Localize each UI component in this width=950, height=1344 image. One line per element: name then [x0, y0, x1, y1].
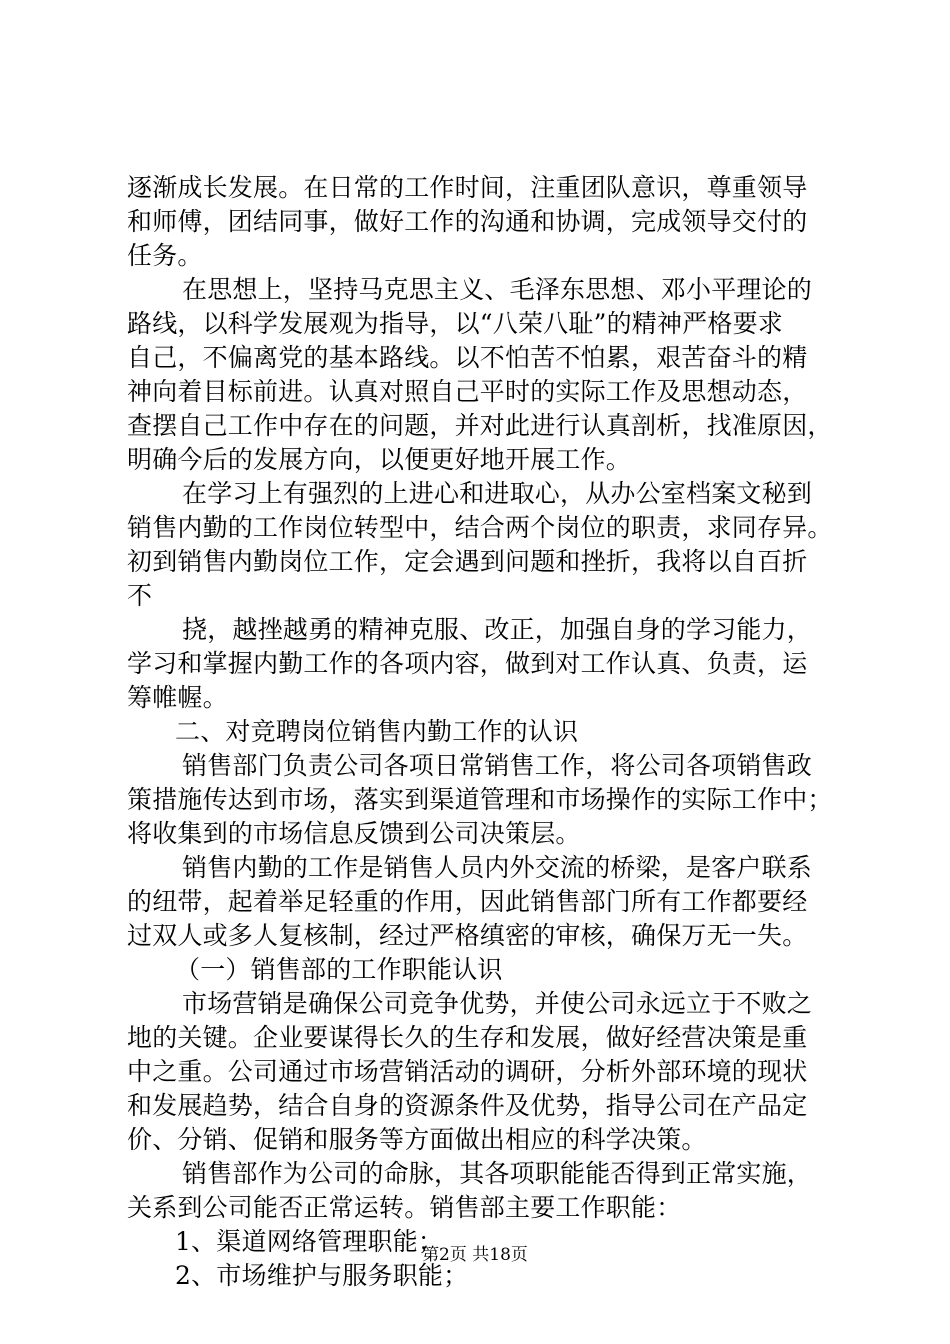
- text-line: 和发展趋势，结合自身的资源条件及优势，指导公司在产品定: [127, 1091, 808, 1120]
- text-line: 过双人或多人复核制，经过严格缜密的审核，确保万无一失。: [127, 921, 808, 950]
- text-line: 逐渐成长发展。在日常的工作时间，注重团队意识，尊重领导: [127, 173, 808, 202]
- text-line: 销售内勤的工作岗位转型中，结合两个岗位的职责，求同存异。: [127, 513, 833, 542]
- text-line: 销售部作为公司的命脉，其各项职能能否得到正常实施，: [182, 1159, 813, 1188]
- paragraph-sales-dept: [127, 749, 837, 851]
- text-line: 和师傅，团结同事，做好工作的沟通和协调，完成领导交付的: [127, 207, 808, 236]
- text-line: 地的关键。企业要谋得长久的生存和发展，做好经营决策是重: [127, 1023, 808, 1052]
- text-line: 自己，不偏离党的基本路线。以不怕苦不怕累，艰苦奋斗的精: [127, 343, 808, 372]
- text-line: 在学习上有强烈的上进心和进取心，从办公室档案文秘到: [182, 479, 813, 508]
- page-footer: 第2页 共18页: [422, 1245, 528, 1265]
- text-line: 路线，以科学发展观为指导，以“八荣八耻”的精神严格要求: [127, 309, 783, 338]
- text-line: 将收集到的市场信息反馈到公司决策层。: [127, 819, 581, 848]
- text-line: 价、分销、促销和服务等方面做出相应的科学决策。: [127, 1125, 707, 1154]
- text-line: 不: [127, 581, 153, 610]
- paragraph-marketing: [127, 987, 837, 1157]
- text-line: 在思想上，坚持马克思主义、毛泽东思想、邓小平理论的: [182, 275, 813, 304]
- text-line: 挠，越挫越勇的精神克服、改正，加强自身的学习能力，: [182, 615, 813, 644]
- text-line: 销售内勤的工作是销售人员内外交流的桥梁，是客户联系: [182, 853, 813, 882]
- paragraph-perseverance: [127, 613, 837, 715]
- subsection-heading: （一）销售部的工作职能认识: [175, 955, 503, 984]
- document-body: [127, 171, 837, 1293]
- list-item: 2、市场维护与服务职能；: [175, 1261, 469, 1290]
- section-heading: 二、对竞聘岗位销售内勤工作的认识: [175, 717, 579, 746]
- text-line: 学习和掌握内勤工作的各项内容，做到对工作认真、负责，运: [127, 649, 808, 678]
- text-line: 明确今后的发展方向，以便更好地开展工作。: [127, 445, 632, 474]
- paragraph-study: [127, 477, 837, 613]
- paragraph-lifeline: [127, 1157, 837, 1225]
- text-line: 中之重。公司通过市场营销活动的调研，分析外部环境的现状: [127, 1057, 808, 1086]
- text-line: 任务。: [127, 241, 203, 270]
- text-line: 的纽带，起着举足轻重的作用，因此销售部门所有工作都要经: [127, 887, 808, 916]
- text-line: 神向着目标前进。认真对照自己平时的实际工作及思想动态，: [127, 377, 808, 406]
- text-line: 策措施传达到市场，落实到渠道管理和市场操作的实际工作中；: [127, 785, 833, 814]
- text-line: 市场营销是确保公司竞争优势，并使公司永远立于不败之: [182, 989, 813, 1018]
- text-line: 关系到公司能否正常运转。销售部主要工作职能：: [127, 1193, 682, 1222]
- list-item: 1、渠道网络管理职能；: [175, 1227, 444, 1256]
- paragraph-teamwork: [127, 171, 837, 273]
- text-line: 初到销售内勤岗位工作，定会遇到问题和挫折，我将以自百折: [127, 547, 808, 576]
- text-line: 查摆自己工作中存在的问题，并对此进行认真剖析，找准原因，: [127, 411, 833, 440]
- text-line: 筹帷幄。: [127, 683, 228, 712]
- paragraph-sales-internal: [127, 851, 837, 953]
- paragraph-ideology: [127, 273, 837, 477]
- text-line: 销售部门负责公司各项日常销售工作，将公司各项销售政: [182, 751, 813, 780]
